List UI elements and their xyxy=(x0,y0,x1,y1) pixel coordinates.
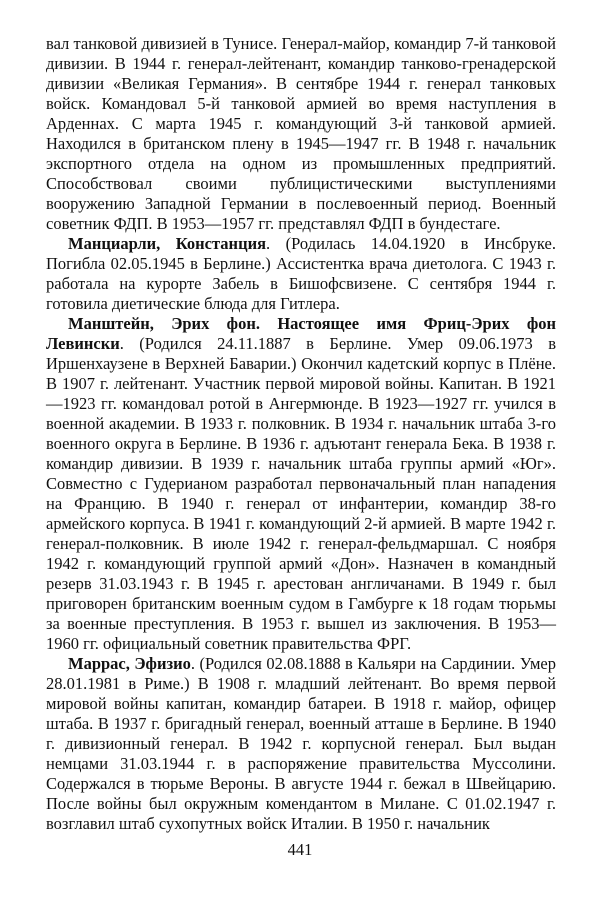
entry-name: Манштейн, Эрих фон. Настоящее имя Фриц-Эрих фон Левински xyxy=(46,314,556,353)
paragraph-text: вал танковой дивизией в Тунисе. Генерал-майор, командир 7-й танковой дивизии. В 1944 г. генерал-лейтенант, командир танково-гренадерской дивизии «Великая Германия». В сентябре 1944 г. генерал танковых войск. Командовал 5-й танковой армией во время наступления в Арденнах. С марта 1945 г. командующий 3-й танковой армией. Находился в британском плену в 1945—1947 гг. В 1948 г. начальник экспортного отдела на одном из промышленных предприятий. Способствовал своими публицистическими выступлениями вооружению Западной Германии в послевоенный период. Военный советник ФДП. В 1953—1957 гг. представлял ФДП в бундестаге. xyxy=(46,34,556,233)
entry-name: Маррас, Эфизио xyxy=(68,654,191,673)
entry-text: . (Родился 24.11.1887 в Берлине. Умер 09.06.1973 в Иршенхаузене в Верхней Баварии.) Окончил кадетский корпус в Плёне. В 1907 г. лейтенант. Участник первой мировой войны. Капитан. В 1921—1923 гг. командовал ротой в Ангермюнде. В 1923—1927 гг. учился в военной академии. В 1933 г. полковник. В 1934 г. начальник штаба 3-го военного округа в Берлине. В 1936 г. адъютант генерала Бека. В 1938 г. командир дивизии. В 1939 г. начальник штаба группы армий «Юг». Совместно с Гудерианом разработал первоначальный план нападения на Францию. В 1940 г. генерал от инфантерии, командир 38-го армейского корпуса. В 1941 г. командующий 2-й армией. В марте 1942 г. генерал-полковник. В июле 1942 г. генерал-фельдмаршал. С ноября 1942 г. командующий группой армий «Дон». Назначен в командный резерв 31.03.1943 г. В 1945 г. арестован англичанами. В 1949 г. был приговорен британским военным судом в Гамбурге к 18 годам тюрьмы за военные преступления. В 1953 г. вышел из заключения. В 1953—1960 гг. официальный советник правительства ФРГ. xyxy=(46,334,556,653)
entry-name: Манциарли, Констанция xyxy=(68,234,267,253)
entry-mantsiarli xyxy=(46,234,556,314)
paragraph-continuation xyxy=(46,34,556,234)
page-number: 441 xyxy=(287,840,313,859)
entry-text: . (Родилась 14.04.1920 в Инсбруке. Погибла 02.05.1945 в Берлине.) Ассистентка врача диетолога. С 1943 г. работала на курорте Забель в Бишофсвизене. С сентября 1944 г. готовила диетические блюда для Гитлера. xyxy=(46,234,556,313)
entry-marras xyxy=(46,654,556,834)
page-body xyxy=(46,34,556,834)
entry-manstein xyxy=(46,314,556,654)
entry-text: . (Родился 02.08.1888 в Кальяри на Сардинии. Умер 28.01.1981 в Риме.) В 1908 г. младший лейтенант. Во время первой мировой войны капитан, командир батареи. В 1918 г. майор, офицер штаба. В 1937 г. бригадный генерал, военный атташе в Берлине. В 1940 г. дивизионный генерал. В 1942 г. корпусной генерал. Был выдан немцами 31.03.1944 г. в распоряжение правительства Муссолини. Содержался в тюрьме Вероны. В августе 1944 г. бежал в Швейцарию. После войны был окружным комендантом в Милане. С 01.02.1947 г. возглавил штаб сухопутных войск Италии. В 1950 г. начальник xyxy=(46,654,556,833)
